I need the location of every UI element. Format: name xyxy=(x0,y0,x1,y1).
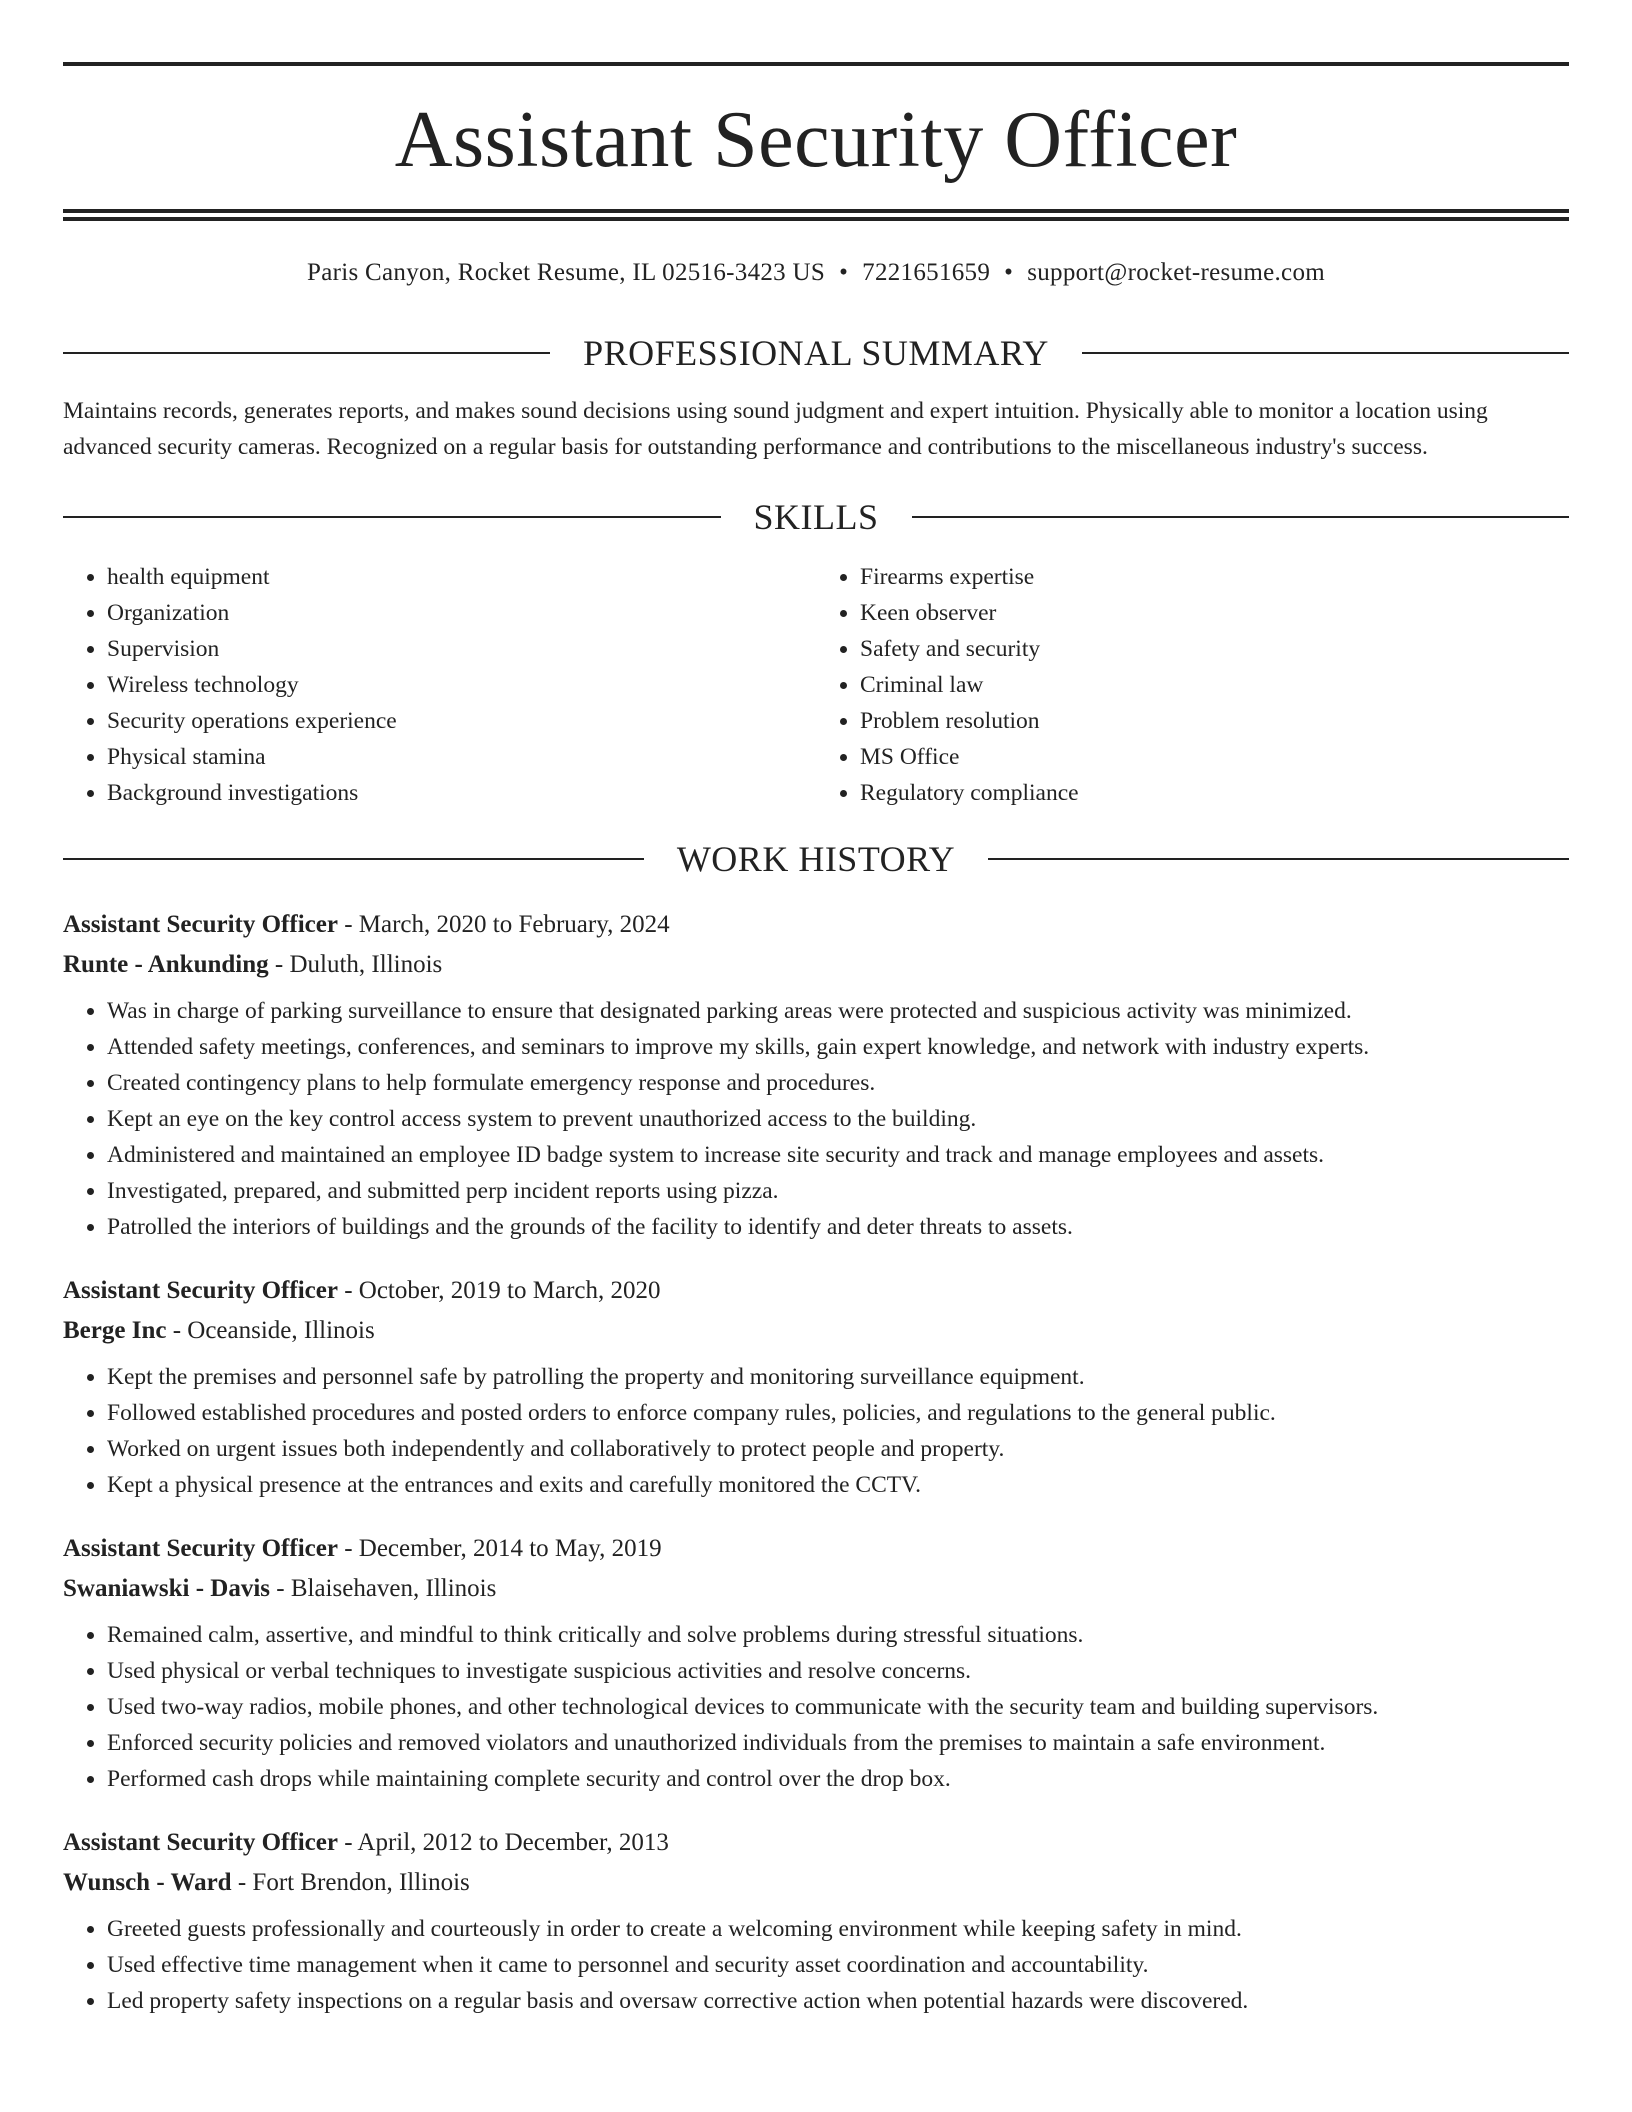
skills-column-left xyxy=(63,559,816,811)
job-title-line xyxy=(63,1529,1569,1569)
skills-section-heading xyxy=(63,499,1569,535)
contact-phone: 7221651659 xyxy=(862,259,991,286)
contact-line xyxy=(63,259,1569,287)
heading-rule-left xyxy=(63,516,721,518)
skills-column-right xyxy=(816,559,1569,811)
job-bullet: • Remained calm, assertive, and mindful to think critically and solve problems during stressful situations. xyxy=(107,1617,1569,1653)
heading-rule-right xyxy=(988,858,1569,860)
job-bullet: • Attended safety meetings, conferences, and seminars to improve my skills, gain expert knowledge, and network with industry experts. xyxy=(107,1029,1569,1065)
job-title: Assistant Security Officer xyxy=(63,1535,338,1562)
heading-rule-left xyxy=(63,858,644,860)
job-location: - Fort Brendon, Illinois xyxy=(231,1869,470,1896)
job-title: Assistant Security Officer xyxy=(63,1277,338,1304)
top-rule xyxy=(63,62,1569,66)
job-entry xyxy=(63,1271,1569,1503)
job-bullet: • Kept an eye on the key control access system to prevent unauthorized access to the building. xyxy=(107,1101,1569,1137)
job-bullet: • Performed cash drops while maintaining complete security and control over the drop box. xyxy=(107,1761,1569,1797)
job-company-line xyxy=(63,1569,1569,1609)
job-location: - Oceanside, Illinois xyxy=(166,1317,375,1344)
summary-text: Maintains records, generates reports, and makes sound decisions using sound judgment and expert intuition. Physically able to monitor a location using advanced security cameras. Recognized on a regular basis for outstanding performance and contributions to the miscellaneous industry's success. xyxy=(63,398,1488,460)
job-bullet: • Led property safety inspections on a regular basis and oversaw corrective action when potential hazards were discovered. xyxy=(107,1983,1569,2019)
heading-rule-left xyxy=(63,352,550,354)
skill-item: • Keen observer xyxy=(860,595,1569,631)
job-dates: - March, 2020 to February, 2024 xyxy=(337,911,670,938)
job-bullet: • Created contingency plans to help formulate emergency response and procedures. xyxy=(107,1065,1569,1101)
skill-item: • Organization xyxy=(107,595,816,631)
job-title-line xyxy=(63,1271,1569,1311)
job-bullet: • Was in charge of parking surveillance to ensure that designated parking areas were protected and suspicious activity was minimized. xyxy=(107,993,1569,1029)
job-bullet: • Used effective time management when it came to personnel and security asset coordination and accountability. xyxy=(107,1947,1569,1983)
contact-email: support@rocket-resume.com xyxy=(1027,259,1325,286)
skill-item: • MS Office xyxy=(860,739,1569,775)
resume-title: Assistant Security Officer xyxy=(394,96,1238,184)
skill-item: • Security operations experience xyxy=(107,703,816,739)
job-company: Swaniawski - Davis xyxy=(63,1575,270,1602)
resume-page xyxy=(63,0,1569,2019)
job-bullet: • Greeted guests professionally and courteously in order to create a welcoming environment while keeping safety in mind. xyxy=(107,1911,1569,1947)
summary-section-heading xyxy=(63,335,1569,371)
job-bullet: • Used two-way radios, mobile phones, and other technological devices to communicate with the security team and building supervisors. xyxy=(107,1689,1569,1725)
job-title-line xyxy=(63,905,1569,945)
job-bullets xyxy=(63,1359,1569,1503)
skill-item: • Problem resolution xyxy=(860,703,1569,739)
job-location: - Duluth, Illinois xyxy=(268,951,443,978)
job-bullet: • Enforced security policies and removed violators and unauthorized individuals from the premises to maintain a safe environment. xyxy=(107,1725,1569,1761)
job-title-line xyxy=(63,1823,1569,1863)
skill-item: • Background investigations xyxy=(107,775,816,811)
job-company: Berge Inc xyxy=(63,1317,167,1344)
job-bullet: • Investigated, prepared, and submitted perp incident reports using pizza. xyxy=(107,1173,1569,1209)
job-bullet: • Administered and maintained an employee ID badge system to increase site security and track and manage employees and assets. xyxy=(107,1137,1569,1173)
job-dates: - April, 2012 to December, 2013 xyxy=(337,1829,669,1856)
work-heading: WORK HISTORY xyxy=(676,839,956,879)
job-company-line xyxy=(63,1311,1569,1351)
skill-item: • health equipment xyxy=(107,559,816,595)
skill-item: • Regulatory compliance xyxy=(860,775,1569,811)
job-bullet: • Kept a physical presence at the entrances and exits and carefully monitored the CCTV. xyxy=(107,1467,1569,1503)
skill-item: • Safety and security xyxy=(860,631,1569,667)
skill-item: • Physical stamina xyxy=(107,739,816,775)
job-bullet: • Kept the premises and personnel safe by patrolling the property and monitoring surveillance equipment. xyxy=(107,1359,1569,1395)
skills-list xyxy=(63,559,1569,811)
job-dates: - December, 2014 to May, 2019 xyxy=(337,1535,662,1562)
job-bullets xyxy=(63,1911,1569,2019)
heading-rule-right xyxy=(1082,352,1569,354)
job-bullet: • Followed established procedures and posted orders to enforce company rules, policies, and regulations to the general public. xyxy=(107,1395,1569,1431)
summary-heading: PROFESSIONAL SUMMARY xyxy=(583,333,1049,373)
job-location: - Blaisehaven, Illinois xyxy=(270,1575,497,1602)
skills-heading: SKILLS xyxy=(753,497,879,537)
job-company: Wunsch - Ward xyxy=(63,1869,232,1896)
skill-item: • Firearms expertise xyxy=(860,559,1569,595)
job-entry xyxy=(63,1823,1569,2019)
title-double-rule xyxy=(63,209,1569,221)
skill-item: • Supervision xyxy=(107,631,816,667)
job-entry xyxy=(63,905,1569,1245)
job-company-line xyxy=(63,945,1569,985)
work-section-heading xyxy=(63,841,1569,877)
job-company-line xyxy=(63,1863,1569,1903)
contact-address: Paris Canyon, Rocket Resume, IL 02516-3423 US xyxy=(307,259,826,286)
job-bullet: • Worked on urgent issues both independently and collaboratively to protect people and property. xyxy=(107,1431,1569,1467)
skill-item: • Criminal law xyxy=(860,667,1569,703)
job-title: Assistant Security Officer xyxy=(63,911,338,938)
contact-separator: • xyxy=(1004,259,1014,286)
heading-rule-right xyxy=(912,516,1570,518)
job-company: Runte - Ankunding xyxy=(63,951,269,978)
contact-separator: • xyxy=(839,259,849,286)
job-title: Assistant Security Officer xyxy=(63,1829,338,1856)
job-bullets xyxy=(63,993,1569,1245)
skill-item: • Wireless technology xyxy=(107,667,816,703)
job-dates: - October, 2019 to March, 2020 xyxy=(337,1277,661,1304)
job-bullets xyxy=(63,1617,1569,1797)
job-bullet: • Patrolled the interiors of buildings and the grounds of the facility to identify and deter threats to assets. xyxy=(107,1209,1569,1245)
job-entry xyxy=(63,1529,1569,1797)
job-bullet: • Used physical or verbal techniques to investigate suspicious activities and resolve concerns. xyxy=(107,1653,1569,1689)
